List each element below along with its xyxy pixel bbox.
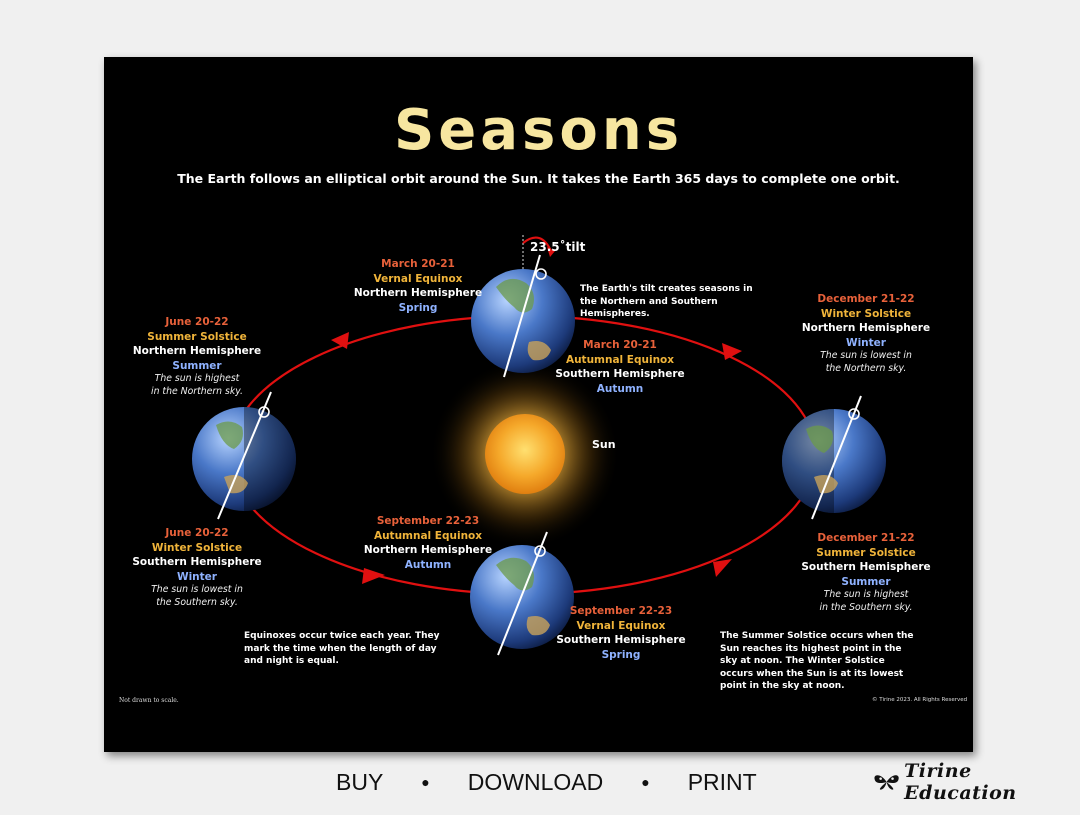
bullet-icon: ● [421, 774, 430, 790]
seasons-poster [104, 57, 973, 752]
earth-right [782, 396, 886, 519]
orbit-arrow-icon [713, 559, 732, 577]
scale-note: Not drawn to scale. [119, 697, 179, 704]
label-september-north: September 22-23 Autumnal Equinox Northern Hemisphere Autumn [363, 515, 493, 571]
footer-actions [336, 768, 757, 796]
brand-logo [873, 760, 1063, 804]
tilt-label: 23.5˚tilt [530, 240, 586, 254]
bullet-icon: ● [641, 774, 650, 790]
subtitle: The Earth follows an elliptical orbit around the Sun. It takes the Earth 365 days to complete one orbit. [177, 171, 900, 186]
label-june-south: June 20-22 Winter Solstice Southern Hemisphere Winter The sun is lowest in the Southern sky. [132, 527, 262, 608]
butterfly-icon [873, 772, 900, 792]
print-link[interactable]: PRINT [687, 768, 757, 795]
sun [485, 414, 565, 494]
label-september-south: September 22-23 Vernal Equinox Southern Hemisphere Spring [556, 605, 686, 661]
equinox-note: Equinoxes occur twice each year. They mark the time when the length of day and night is equal. [244, 631, 440, 666]
download-link[interactable]: DOWNLOAD [467, 768, 604, 795]
label-december-south: December 21-22 Summer Solstice Southern Hemisphere Summer The sun is highest in the Southern sky. [801, 532, 931, 613]
sun-label: Sun [592, 438, 616, 451]
label-march-south: March 20-21 Autumnal Equinox Southern Hemisphere Autumn [555, 339, 685, 395]
earth-left [192, 392, 296, 519]
label-december-north: December 21-22 Winter Solstice Northern Hemisphere Winter The sun is lowest in the Northern sky. [801, 293, 931, 374]
page-title: Seasons [393, 98, 684, 163]
label-june-north: June 20-22 Summer Solstice Northern Hemisphere Summer The sun is highest in the Northern sky. [132, 316, 262, 397]
label-march-north: March 20-21 Vernal Equinox Northern Hemisphere Spring [353, 258, 483, 314]
buy-link[interactable]: BUY [336, 768, 384, 795]
brand-name: Tirine Education [904, 760, 1017, 804]
tilt-note: The Earth's tilt creates seasons in the Northern and Southern Hemispheres. [580, 284, 753, 319]
copyright: © Tirine 2023. All Rights Reserved [872, 697, 968, 703]
solstice-note: The Summer Solstice occurs when the Sun reaches its highest point in the sky at noon. The Winter Solstice occurs when the Sun is at its lowest point in the sky at noon. [720, 631, 914, 691]
